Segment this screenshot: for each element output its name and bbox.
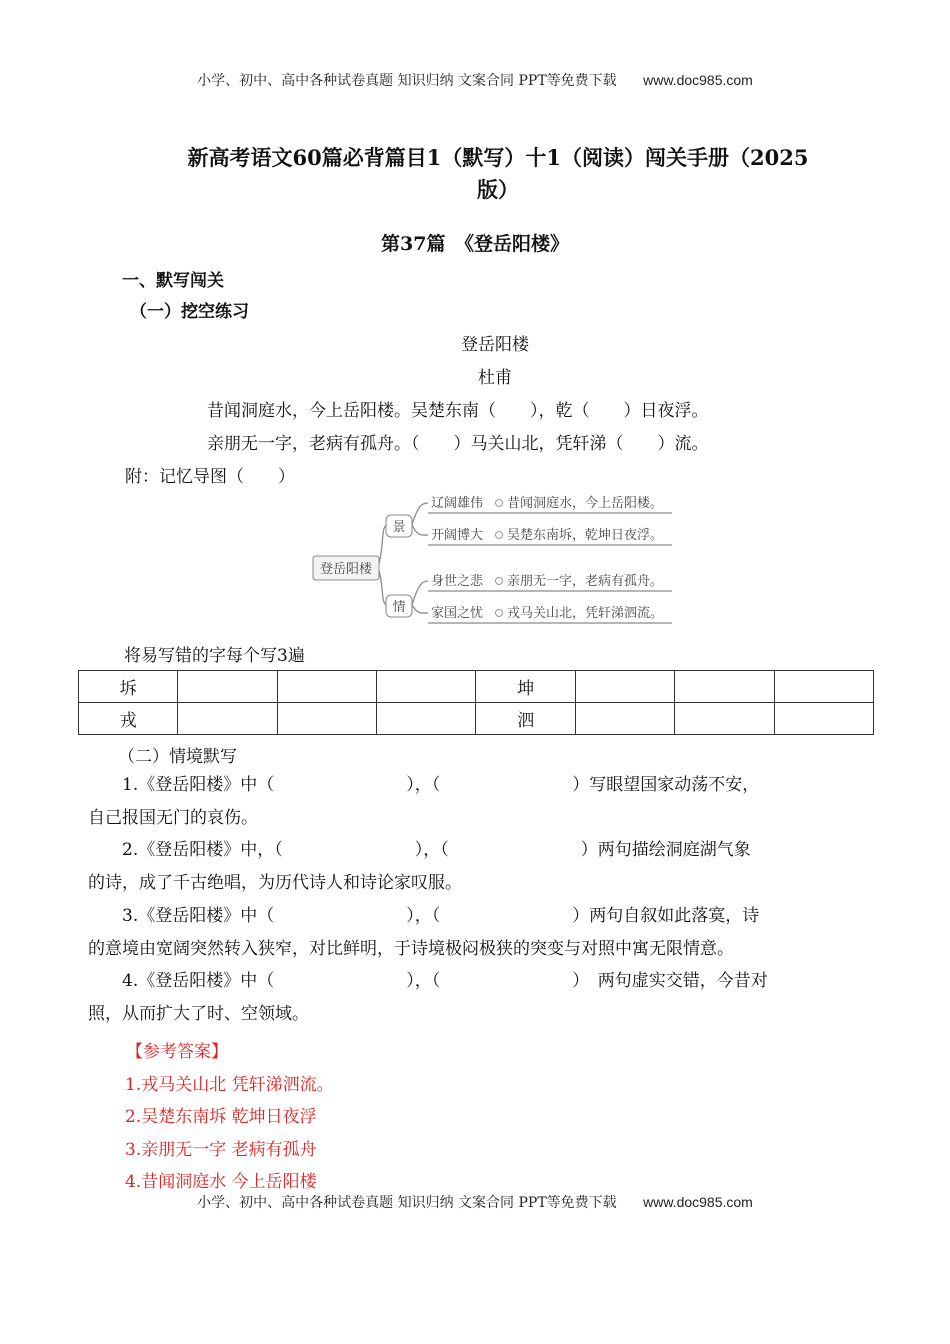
answer-item: 2.吴楚东南坼 乾坤日夜浮	[125, 1107, 317, 1127]
question-text: 3.《登岳阳楼》中（	[122, 906, 275, 926]
practice-cell[interactable]	[178, 671, 277, 703]
question-text: 的诗，成了千古绝唱，为历代诗人和诗论家叹服。	[88, 873, 462, 893]
practice-grid	[78, 670, 874, 735]
poem-title: 登岳阳楼	[461, 335, 529, 355]
question-text: ），（	[414, 840, 449, 860]
question-text: 自己报国无门的哀伤。	[88, 808, 258, 828]
map-root: 登岳阳楼	[319, 562, 373, 577]
question-text: 4.《登岳阳楼》中（	[122, 971, 275, 991]
question-3	[88, 900, 864, 966]
header-text: 小学、初中、高中各种试卷真题 知识归纳 文案合同 PPT等免费下载	[197, 73, 617, 89]
practice-cell[interactable]	[277, 703, 376, 735]
footer-site-link[interactable]: www.doc985.com	[643, 1194, 753, 1210]
question-text: 照，从而扩大了时、空领域。	[88, 1004, 309, 1024]
practice-char: 坤	[476, 671, 575, 703]
map-collapse-icon	[496, 500, 503, 507]
practice-cell[interactable]	[675, 671, 774, 703]
answer-item: 4.昔闻洞庭水 今上岳阳楼	[125, 1172, 317, 1192]
question-text: ），（	[406, 971, 441, 991]
answer-item: 3.亲朋无一字 老病有孤舟	[125, 1140, 317, 1160]
map-key-3: 身世之悲	[431, 574, 484, 589]
question-2	[88, 834, 864, 900]
page-title	[148, 142, 848, 206]
map-key-2: 开阔博大	[431, 528, 484, 543]
map-collapse-icon	[496, 532, 503, 539]
map-key-1: 辽阔雄伟	[431, 496, 484, 511]
question-4	[88, 965, 864, 1031]
practice-instruction: 将易写错的字每个写3遍	[124, 646, 305, 666]
table-row	[79, 703, 874, 735]
practice-cell[interactable]	[675, 703, 774, 735]
footer-text: 小学、初中、高中各种试卷真题 知识归纳 文案合同 PPT等免费下载	[197, 1195, 617, 1211]
answer-heading: 【参考答案】	[126, 1042, 228, 1062]
map-branch-2: 情	[392, 600, 406, 615]
practice-cell[interactable]	[575, 703, 674, 735]
question-text: ）两句描绘洞庭湖气象	[580, 840, 751, 860]
question-1	[88, 769, 864, 835]
section-heading-1: 一、默写闯关	[122, 271, 224, 291]
question-text: ）写眼望国家动荡不安，	[572, 775, 760, 795]
memory-map-label: 附：记忆导图（ ）	[125, 467, 295, 487]
map-text-3: 亲朋无一字，老病有孤舟。	[507, 574, 664, 589]
section-heading-2: （二）情境默写	[118, 747, 237, 767]
map-collapse-icon	[496, 578, 503, 585]
question-text: ）两句自叙如此落寞，诗	[572, 906, 760, 926]
practice-cell[interactable]	[178, 703, 277, 735]
answer-item: 1.戎马关山北 凭轩涕泗流。	[125, 1075, 334, 1095]
map-branch-1: 景	[392, 520, 406, 535]
question-text: 2.《登岳阳楼》中，（	[122, 840, 283, 860]
question-text: ） 两句虚实交错，今昔对	[572, 971, 768, 991]
section-heading-1a: （一）挖空练习	[130, 302, 249, 322]
page-header	[0, 70, 950, 90]
page-footer	[0, 1192, 950, 1212]
memory-map-diagram	[310, 485, 680, 630]
practice-cell[interactable]	[575, 671, 674, 703]
practice-char: 泗	[476, 703, 575, 735]
question-text: ），（	[406, 906, 441, 926]
poem-author: 杜甫	[478, 368, 512, 388]
map-collapse-icon	[496, 610, 503, 617]
question-text: 的意境由宽阔突然转入狭窄，对比鲜明，于诗境极闷极狭的突变与对照中寓无限情意。	[88, 939, 734, 959]
practice-char: 戎	[79, 703, 178, 735]
practice-cell[interactable]	[377, 703, 476, 735]
map-text-4: 戎马关山北，凭轩涕泗流。	[507, 606, 664, 621]
title-line-1: 新高考语文60篇必背篇目1（默写）十1（阅读）闯关手册（2025	[187, 145, 809, 170]
map-key-4: 家国之忧	[431, 606, 484, 621]
title-line-2: 版）	[477, 177, 519, 202]
practice-cell[interactable]	[377, 671, 476, 703]
map-text-1: 昔闻洞庭水，今上岳阳楼。	[507, 496, 664, 511]
practice-cell[interactable]	[277, 671, 376, 703]
header-site-link[interactable]: www.doc985.com	[643, 72, 753, 88]
poem-line-2: 亲朋无一字，老病有孤舟。（ ）马关山北，凭轩涕（ ）流。	[207, 434, 709, 454]
question-text: 1.《登岳阳楼》中（	[122, 775, 275, 795]
poem-line-1: 昔闻洞庭水，今上岳阳楼。吴楚东南（ ），乾（ ）日夜浮。	[207, 401, 709, 421]
question-text: ），（	[406, 775, 441, 795]
practice-cell[interactable]	[774, 703, 873, 735]
page-subtitle: 第37篇 《登岳阳楼》	[381, 233, 569, 255]
table-row	[79, 671, 874, 703]
map-text-2: 吴楚东南坼，乾坤日夜浮。	[507, 528, 664, 543]
practice-cell[interactable]	[774, 671, 873, 703]
practice-char: 坼	[79, 671, 178, 703]
